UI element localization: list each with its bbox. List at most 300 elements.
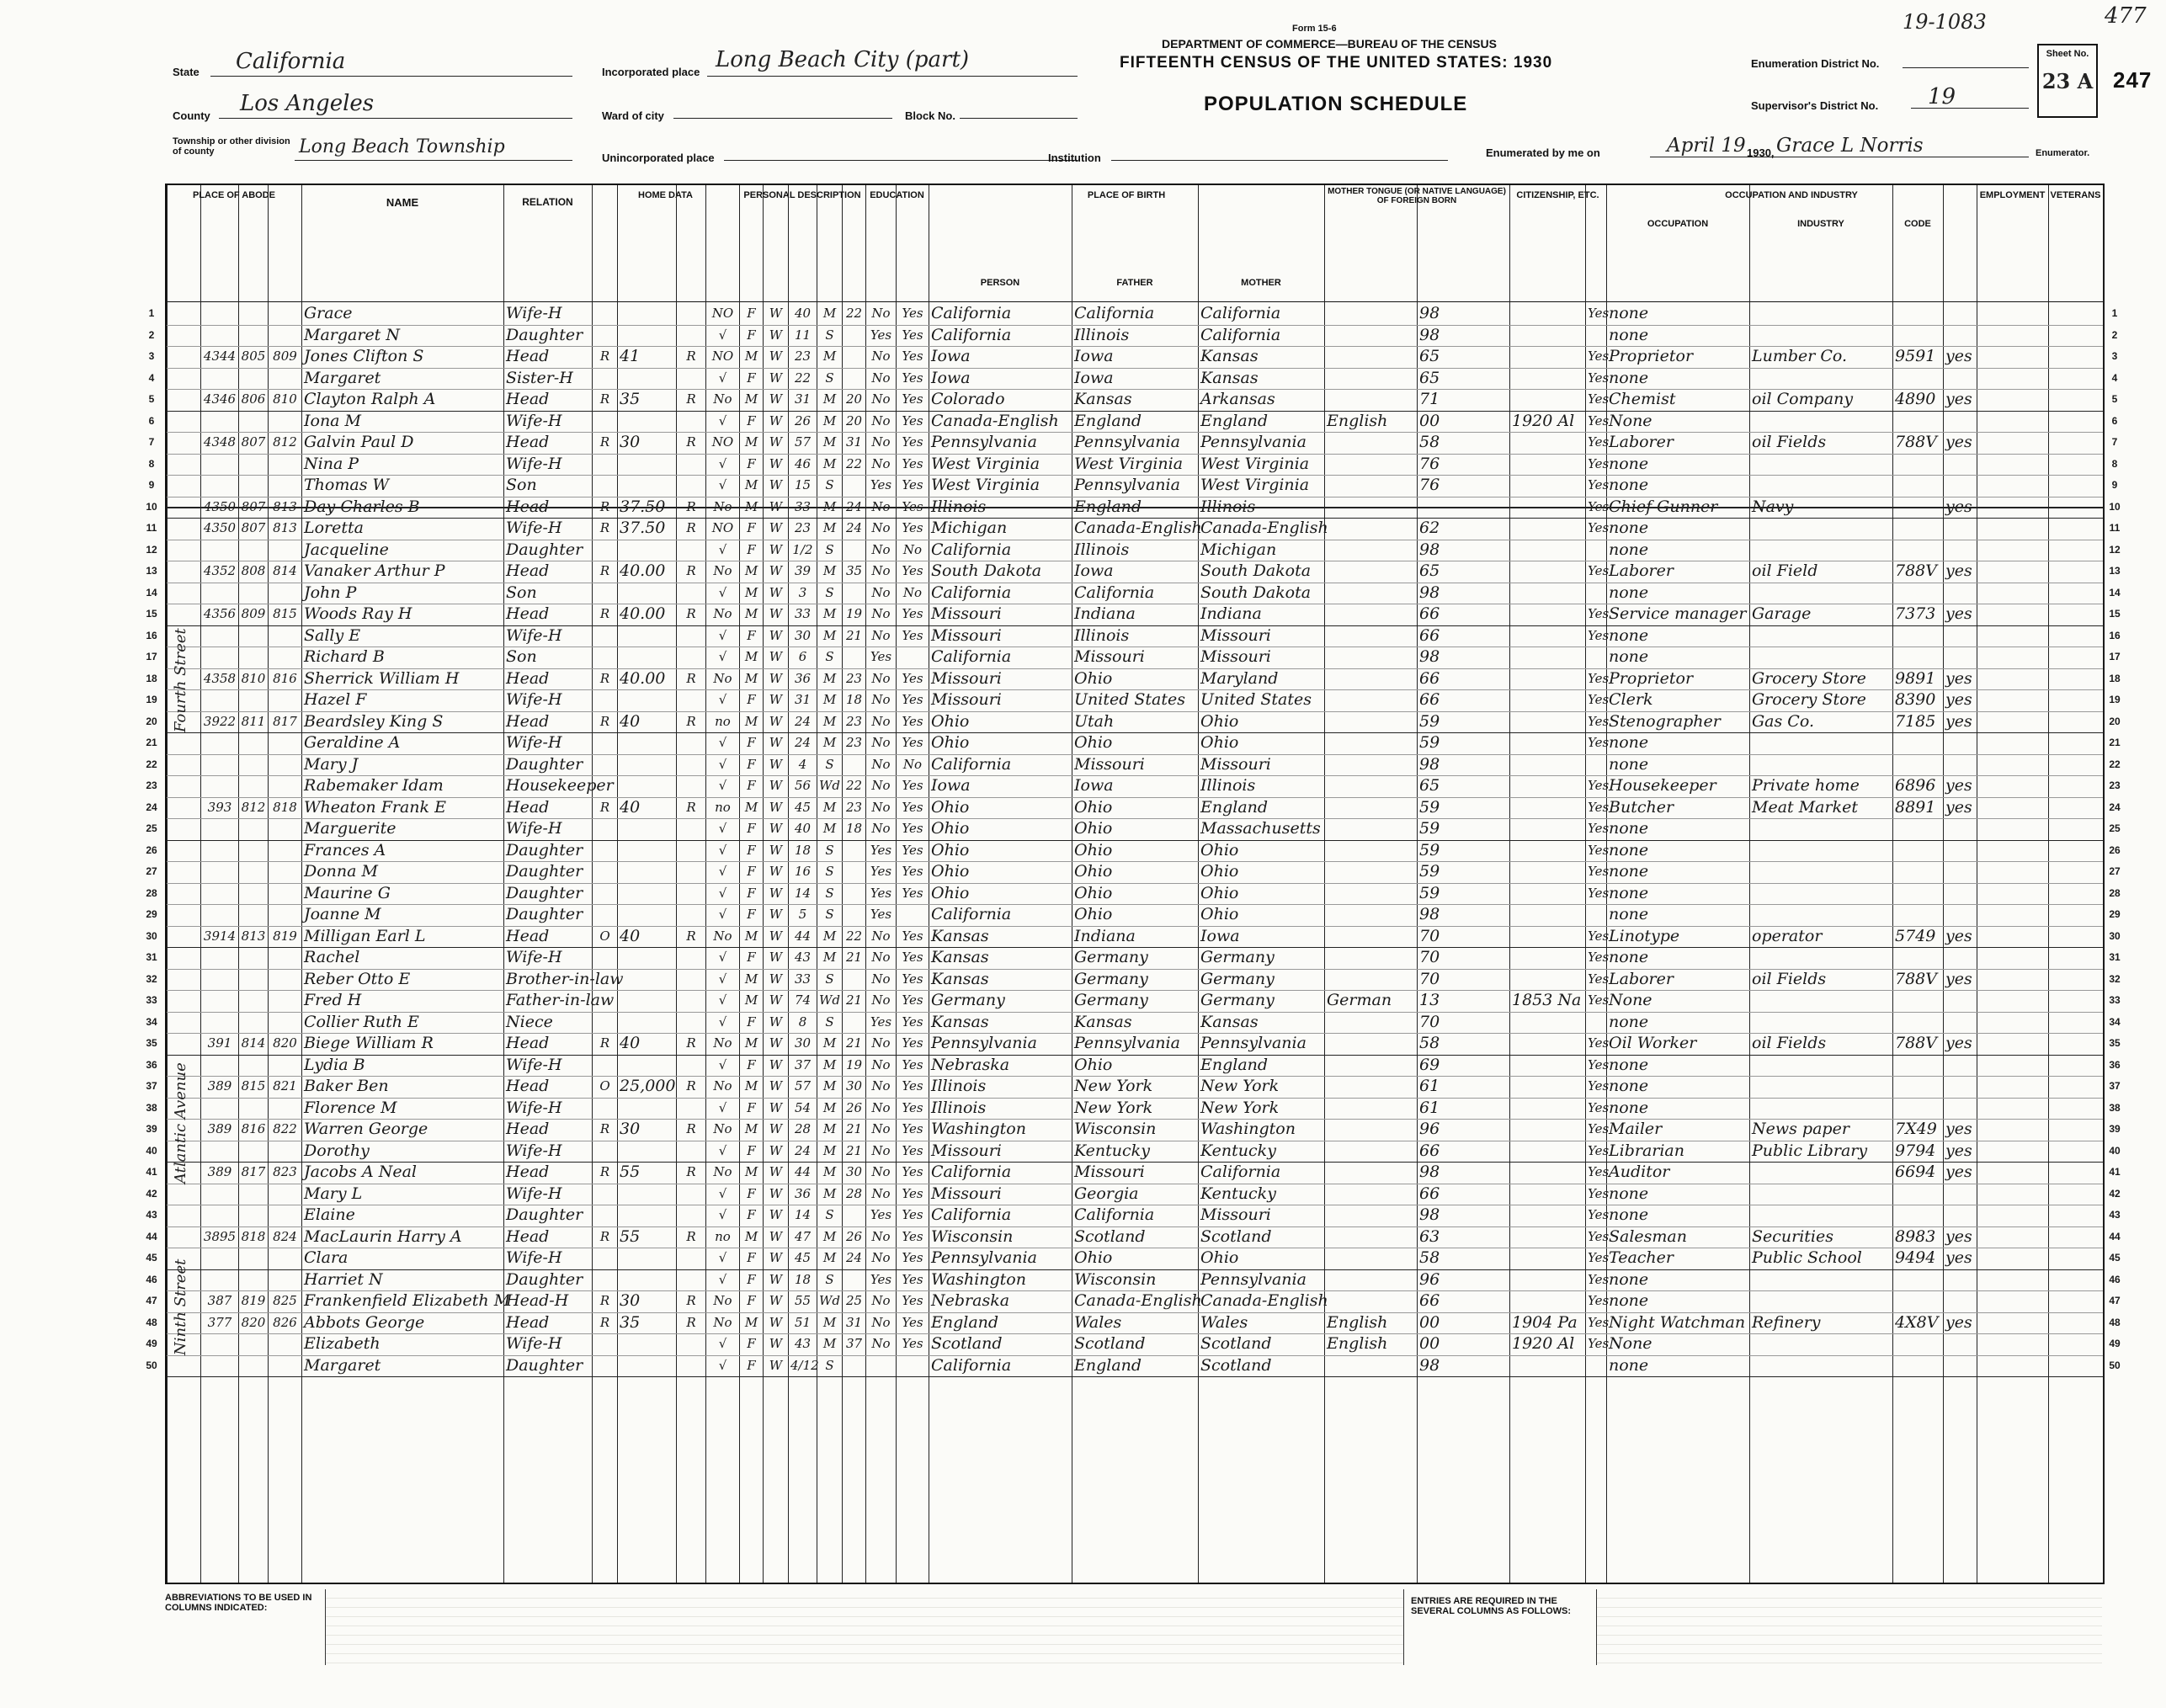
line-number: 33 bbox=[146, 994, 157, 1006]
cell-cit bbox=[1512, 668, 1583, 690]
cell-age: 40 bbox=[794, 306, 812, 321]
cell-race: W bbox=[769, 756, 783, 772]
cell-value bbox=[620, 1055, 674, 1077]
cell-rel: Wife-H bbox=[506, 1334, 562, 1353]
cell-occ: none bbox=[1609, 862, 1649, 881]
cell-father: Kentucky bbox=[1074, 1141, 1150, 1160]
cell-ind: oil Field bbox=[1752, 561, 1818, 580]
cell-farm: No bbox=[713, 928, 732, 944]
cell-farm: √ bbox=[718, 1014, 727, 1030]
cell-mother: Scotland bbox=[1200, 1226, 1272, 1246]
line-number-right: 22 bbox=[2109, 758, 2121, 770]
cell-tenure: R bbox=[599, 799, 610, 815]
cell-sex: F bbox=[747, 1250, 756, 1265]
cell-ocode bbox=[1895, 303, 1941, 325]
cell-family: 812 bbox=[273, 434, 297, 450]
cell-occ: Chief Gunner bbox=[1609, 497, 1718, 516]
cell-radio bbox=[679, 1248, 704, 1269]
cell-rel: Wife-H bbox=[506, 625, 562, 645]
cell-father: California bbox=[1074, 1205, 1155, 1224]
cell-cit bbox=[1512, 904, 1583, 926]
cell-cit bbox=[1512, 754, 1583, 776]
cell-race: W bbox=[769, 1250, 783, 1265]
cell-person: Illinois bbox=[931, 1077, 987, 1095]
cell-family: 824 bbox=[273, 1228, 297, 1244]
cell-eng bbox=[1588, 583, 1605, 604]
cell-street bbox=[169, 325, 199, 347]
col-code: CODE bbox=[1904, 219, 1931, 229]
cell-house: 389 bbox=[207, 1078, 232, 1093]
cell-eng: Yes bbox=[1588, 1250, 1610, 1265]
cell-read: Yes bbox=[902, 1121, 923, 1136]
cell-mother: Kentucky bbox=[1200, 1184, 1276, 1203]
cell-tenure: R bbox=[599, 391, 610, 407]
cell-dwelling bbox=[241, 689, 266, 711]
cell-tongue bbox=[1327, 1141, 1415, 1163]
cell-radio bbox=[679, 368, 704, 390]
cell-code: 70 bbox=[1419, 969, 1440, 988]
cell-father: California bbox=[1074, 583, 1155, 602]
cell-tenure bbox=[594, 454, 615, 476]
cell-ind: Public School bbox=[1752, 1248, 1862, 1267]
table-row bbox=[146, 1184, 2121, 1206]
ward-line bbox=[673, 118, 892, 119]
cell-cit bbox=[1512, 389, 1583, 411]
cell-marital: M bbox=[822, 606, 837, 621]
cell-ocode: 8891 bbox=[1895, 797, 1936, 817]
line-number-right: 33 bbox=[2109, 994, 2121, 1006]
cell-emp: yes bbox=[1945, 390, 1972, 408]
cell-read: Yes bbox=[902, 1185, 923, 1201]
cell-code: 58 bbox=[1419, 1034, 1440, 1052]
line-number: 48 bbox=[146, 1316, 157, 1328]
cell-ind: Lumber Co. bbox=[1752, 347, 1848, 365]
cell-emp: yes bbox=[1945, 1312, 1972, 1332]
cell-occ: Proprietor bbox=[1609, 347, 1694, 365]
cell-mother: Kentucky bbox=[1200, 1141, 1276, 1160]
cell-family bbox=[270, 969, 300, 991]
cell-race: W bbox=[769, 370, 783, 386]
cell-dwelling bbox=[241, 1055, 266, 1077]
cell-emp: yes bbox=[1945, 690, 1972, 709]
cell-tenure: O bbox=[599, 928, 610, 944]
cell-radio: R bbox=[686, 928, 696, 944]
cell-street bbox=[169, 947, 199, 969]
cell-father: California bbox=[1074, 304, 1155, 322]
cell-code: 58 bbox=[1419, 1248, 1440, 1267]
line-number: 50 bbox=[146, 1359, 157, 1371]
cell-radio: R bbox=[686, 1035, 696, 1051]
cell-house bbox=[203, 1098, 237, 1120]
cell-cit bbox=[1512, 518, 1583, 540]
cell-name: Richard B bbox=[304, 647, 385, 666]
cell-street bbox=[169, 904, 199, 926]
cell-person: California bbox=[931, 647, 1012, 666]
cell-agemar bbox=[844, 1355, 864, 1377]
cell-name: Frankenfield Elizabeth M bbox=[304, 1291, 511, 1310]
cell-tongue bbox=[1327, 926, 1415, 948]
line-number: 18 bbox=[146, 672, 157, 684]
cell-emp bbox=[1945, 325, 2046, 347]
cell-family bbox=[270, 454, 300, 476]
cell-street bbox=[169, 1205, 199, 1226]
cell-tongue bbox=[1327, 883, 1415, 905]
cell-sex: F bbox=[747, 1271, 756, 1287]
cell-rel: Son bbox=[506, 583, 537, 602]
cell-read: Yes bbox=[902, 928, 923, 944]
cell-age: 51 bbox=[794, 1314, 812, 1330]
cell-age: 1/2 bbox=[792, 541, 813, 557]
cell-agemar: 21 bbox=[845, 1121, 863, 1136]
cell-sex: M bbox=[744, 1164, 758, 1179]
cell-occ: none bbox=[1609, 325, 1649, 344]
cell-sex: F bbox=[747, 1336, 756, 1351]
cell-emp bbox=[1945, 754, 2046, 776]
cell-value: 40 bbox=[620, 797, 641, 817]
cell-father: Germany bbox=[1074, 948, 1148, 966]
cell-rel: Head bbox=[506, 1120, 550, 1138]
cell-eng: Yes bbox=[1588, 1336, 1610, 1351]
cell-farm: √ bbox=[718, 1336, 727, 1351]
cell-value bbox=[620, 883, 674, 905]
cell-ind: oil Fields bbox=[1752, 433, 1827, 451]
table-row bbox=[146, 1055, 2121, 1077]
cell-radio bbox=[679, 454, 704, 476]
cell-emp bbox=[1945, 732, 2046, 754]
line-number: 22 bbox=[146, 758, 157, 770]
line-number: 41 bbox=[146, 1166, 157, 1178]
cell-read: No bbox=[902, 756, 923, 772]
cell-family bbox=[270, 325, 300, 347]
cell-emp bbox=[1945, 990, 2046, 1012]
table-row bbox=[146, 883, 2121, 906]
table-row bbox=[146, 1205, 2121, 1227]
cell-ind bbox=[1752, 1333, 1891, 1355]
cell-race: W bbox=[769, 327, 783, 343]
cell-rel: Head bbox=[506, 797, 550, 817]
cell-read: Yes bbox=[902, 498, 923, 514]
enumerator-label: Enumerator. bbox=[2036, 148, 2090, 158]
cell-school: No bbox=[871, 928, 891, 944]
cell-age: 39 bbox=[794, 563, 812, 578]
cell-street bbox=[169, 1012, 199, 1034]
cell-age: 57 bbox=[794, 1078, 812, 1093]
cell-radio: R bbox=[686, 1314, 696, 1330]
cell-age: 15 bbox=[794, 477, 812, 492]
cell-value bbox=[620, 947, 674, 969]
cell-read: Yes bbox=[902, 950, 923, 965]
cell-eng: Yes bbox=[1588, 670, 1610, 686]
cell-tongue bbox=[1327, 1098, 1415, 1120]
cell-occ: none bbox=[1609, 1184, 1649, 1203]
cell-read bbox=[898, 1355, 927, 1377]
cell-agemar: 22 bbox=[845, 778, 863, 793]
cell-street bbox=[169, 861, 199, 883]
cell-occ: Linotype bbox=[1609, 926, 1680, 945]
cell-father: Kansas bbox=[1074, 390, 1132, 408]
cell-code: 65 bbox=[1419, 347, 1440, 365]
cell-read: Yes bbox=[902, 971, 923, 987]
population-table bbox=[146, 184, 2121, 1584]
cell-street bbox=[169, 732, 199, 754]
cell-read: Yes bbox=[902, 1099, 923, 1115]
cell-house bbox=[203, 1333, 237, 1355]
cell-house: 387 bbox=[207, 1293, 232, 1308]
cell-school: No bbox=[871, 1250, 891, 1265]
cell-rel: Head bbox=[506, 561, 550, 580]
cell-father: West Virginia bbox=[1074, 454, 1184, 473]
line-number: 13 bbox=[146, 565, 157, 577]
cell-dwelling bbox=[241, 1269, 266, 1291]
cell-radio bbox=[679, 732, 704, 754]
cell-age: 3 bbox=[798, 584, 807, 600]
township-label: Township or other division of county bbox=[173, 136, 290, 157]
cell-mother: Pennsylvania bbox=[1200, 1034, 1307, 1052]
cell-marital: M bbox=[822, 627, 837, 643]
incorporated-value: Long Beach City (part) bbox=[716, 47, 970, 72]
table-row bbox=[146, 1076, 2121, 1099]
cell-tenure: R bbox=[599, 1228, 610, 1244]
street-label: Atlantic Avenue bbox=[172, 1062, 189, 1184]
line-number-right: 28 bbox=[2109, 886, 2121, 899]
cell-farm: √ bbox=[718, 950, 727, 965]
cell-cit bbox=[1512, 604, 1583, 625]
cell-code: 96 bbox=[1419, 1120, 1440, 1138]
cell-age: 47 bbox=[794, 1228, 812, 1244]
cell-ocode: 6694 bbox=[1895, 1163, 1936, 1181]
cell-read: Yes bbox=[902, 821, 923, 836]
cell-sex: M bbox=[744, 928, 758, 944]
cell-sex: F bbox=[747, 885, 756, 901]
cell-sex: F bbox=[747, 306, 756, 321]
cell-tenure: R bbox=[599, 713, 610, 729]
cell-school bbox=[868, 1355, 894, 1377]
cell-tenure bbox=[594, 325, 615, 347]
cell-dwelling: 812 bbox=[241, 799, 266, 815]
cell-ind bbox=[1752, 1290, 1891, 1312]
cell-street bbox=[169, 775, 199, 797]
cell-school: Yes bbox=[870, 907, 892, 922]
group-birth: PLACE OF BIRTH bbox=[1087, 190, 1166, 200]
cell-marital: M bbox=[822, 1250, 837, 1265]
cell-emp bbox=[1945, 583, 2046, 604]
cell-code: 66 bbox=[1419, 1141, 1440, 1160]
cell-cit bbox=[1512, 1226, 1583, 1248]
cell-street bbox=[169, 1033, 199, 1055]
line-number-right: 27 bbox=[2109, 865, 2121, 877]
cell-marital: M bbox=[822, 821, 837, 836]
cell-race: W bbox=[769, 306, 783, 321]
cell-radio bbox=[679, 1355, 704, 1377]
cell-father: Ohio bbox=[1074, 1248, 1113, 1267]
cell-eng bbox=[1588, 904, 1605, 926]
cell-farm: No bbox=[713, 1121, 732, 1136]
cell-eng: Yes bbox=[1588, 627, 1610, 643]
cell-house bbox=[203, 1012, 237, 1034]
cell-person: Kansas bbox=[931, 948, 989, 966]
line-number-right: 50 bbox=[2109, 1359, 2121, 1371]
cell-ocode bbox=[1895, 475, 1941, 497]
cell-radio bbox=[679, 411, 704, 433]
cell-agemar: 25 bbox=[845, 1293, 863, 1308]
cell-agemar bbox=[844, 1205, 864, 1226]
unincorporated-line bbox=[724, 160, 1078, 161]
cell-marital: M bbox=[822, 1164, 837, 1179]
cell-marital: M bbox=[822, 1056, 837, 1072]
cell-rel: Daughter bbox=[506, 754, 583, 774]
cell-race: W bbox=[769, 649, 783, 664]
cell-race: W bbox=[769, 391, 783, 407]
line-number: 17 bbox=[146, 651, 157, 662]
cell-radio: R bbox=[686, 349, 696, 364]
cell-age: 8 bbox=[798, 1014, 807, 1030]
cell-farm: No bbox=[713, 1293, 732, 1308]
cell-dwelling: 815 bbox=[241, 1078, 266, 1093]
cell-school: Yes bbox=[870, 477, 892, 492]
cell-read: Yes bbox=[902, 1250, 923, 1265]
cell-ocode bbox=[1895, 1076, 1941, 1098]
cell-mother: Ohio bbox=[1200, 862, 1239, 881]
cell-sex: F bbox=[747, 842, 756, 858]
cell-street bbox=[169, 454, 199, 476]
line-number: 9 bbox=[148, 479, 155, 491]
line-number: 40 bbox=[146, 1144, 157, 1157]
cell-father: Missouri bbox=[1074, 754, 1145, 774]
line-number-right: 10 bbox=[2109, 500, 2121, 513]
cell-sex: M bbox=[744, 713, 758, 729]
cell-read: Yes bbox=[902, 670, 923, 686]
line-number: 10 bbox=[146, 500, 157, 513]
cell-sex: F bbox=[747, 412, 756, 428]
cell-school: No bbox=[871, 1336, 891, 1351]
institution-label: Institution bbox=[1048, 152, 1101, 164]
cell-tenure bbox=[594, 969, 615, 991]
cell-tongue bbox=[1327, 1248, 1415, 1269]
cell-emp: yes bbox=[1945, 604, 1972, 623]
cell-ind: Securities bbox=[1752, 1226, 1834, 1246]
line-number: 16 bbox=[146, 629, 157, 641]
cell-emp: yes bbox=[1945, 347, 1972, 365]
cell-code: 59 bbox=[1419, 862, 1440, 881]
cell-ocode: 7185 bbox=[1895, 711, 1936, 731]
cell-name: Lydia B bbox=[304, 1055, 365, 1074]
cell-father: Indiana bbox=[1074, 604, 1136, 623]
cell-occ: none bbox=[1609, 840, 1649, 859]
cell-code: 13 bbox=[1419, 991, 1440, 1009]
cell-occ: Teacher bbox=[1609, 1248, 1674, 1267]
cell-agemar bbox=[844, 754, 864, 776]
cell-family: 818 bbox=[273, 799, 297, 815]
cell-emp: yes bbox=[1945, 668, 1972, 688]
cell-farm: √ bbox=[718, 756, 727, 772]
cell-farm: NO bbox=[711, 520, 734, 535]
cell-farm: No bbox=[713, 1164, 732, 1179]
cell-read: Yes bbox=[902, 1293, 923, 1308]
group-citizenship: CITIZENSHIP, ETC. bbox=[1516, 190, 1599, 200]
cell-value: 35 bbox=[620, 1312, 641, 1332]
cell-radio: R bbox=[686, 670, 696, 686]
cell-read: Yes bbox=[902, 735, 923, 750]
table-row bbox=[146, 904, 2121, 927]
table-row bbox=[146, 646, 2121, 669]
cell-race: W bbox=[769, 864, 783, 879]
cell-person: Iowa bbox=[931, 347, 971, 365]
line-number-right: 13 bbox=[2109, 565, 2121, 577]
cell-school: No bbox=[871, 412, 891, 428]
line-number: 43 bbox=[146, 1209, 157, 1221]
cell-person: Washington bbox=[931, 1120, 1026, 1138]
cell-tenure: R bbox=[599, 1121, 610, 1136]
cell-school: Yes bbox=[870, 885, 892, 901]
cell-read: Yes bbox=[902, 713, 923, 729]
cell-dwelling bbox=[241, 1184, 266, 1205]
cell-ocode: 788V bbox=[1895, 1034, 1937, 1052]
cell-dwelling bbox=[241, 1141, 266, 1163]
cell-ind: oil Fields bbox=[1752, 969, 1827, 988]
cell-marital: S bbox=[825, 971, 834, 987]
cell-mother: Ohio bbox=[1200, 840, 1239, 859]
cell-street bbox=[169, 883, 199, 905]
table-row bbox=[146, 604, 2121, 626]
cell-eng bbox=[1588, 1355, 1605, 1377]
cell-street bbox=[169, 518, 199, 540]
cell-person: Ohio bbox=[931, 883, 970, 902]
cell-ocode bbox=[1895, 646, 1941, 668]
cell-rel: Son bbox=[506, 647, 537, 666]
cell-agemar: 24 bbox=[845, 1250, 863, 1265]
cell-value bbox=[620, 732, 674, 754]
cell-marital: M bbox=[822, 692, 837, 707]
line-number: 8 bbox=[148, 457, 155, 470]
col-father: FATHER bbox=[1116, 278, 1153, 288]
group-personal: PERSONAL DESCRIPTION bbox=[743, 190, 861, 200]
cell-family bbox=[270, 732, 300, 754]
cell-house bbox=[203, 947, 237, 969]
incorporated-label: Incorporated place bbox=[602, 66, 700, 78]
cell-race: W bbox=[769, 1099, 783, 1115]
cell-cit bbox=[1512, 689, 1583, 711]
cell-marital: M bbox=[822, 1228, 837, 1244]
cell-school: No bbox=[871, 1035, 891, 1051]
cell-value: 37.50 bbox=[620, 519, 666, 537]
cell-person: Illinois bbox=[931, 497, 987, 516]
cell-code: 98 bbox=[1419, 1205, 1440, 1224]
cell-mother: West Virginia bbox=[1200, 476, 1310, 494]
line-number: 47 bbox=[146, 1295, 157, 1306]
cell-tongue bbox=[1327, 1119, 1415, 1141]
cell-ind bbox=[1752, 947, 1891, 969]
cell-marital: M bbox=[822, 1336, 837, 1351]
table-row bbox=[146, 1248, 2121, 1270]
cell-ocode bbox=[1895, 947, 1941, 969]
cell-value: 40 bbox=[620, 1034, 641, 1052]
cell-tongue bbox=[1327, 861, 1415, 883]
cell-cit bbox=[1512, 1119, 1583, 1141]
cell-mother: Massachusetts bbox=[1200, 819, 1321, 838]
cell-mother: Illinois bbox=[1200, 776, 1256, 795]
line-number-right: 11 bbox=[2109, 522, 2121, 534]
cell-occ: none bbox=[1609, 304, 1649, 322]
line-number-right: 25 bbox=[2109, 822, 2121, 834]
cell-age: 30 bbox=[794, 1035, 812, 1051]
cell-tenure bbox=[594, 775, 615, 797]
cell-street bbox=[169, 969, 199, 991]
cell-father: Indiana bbox=[1074, 926, 1136, 945]
cell-name: Vanaker Arthur P bbox=[304, 561, 445, 580]
cell-eng: Yes bbox=[1588, 778, 1610, 793]
cell-cit bbox=[1512, 926, 1583, 948]
cell-radio bbox=[679, 325, 704, 347]
